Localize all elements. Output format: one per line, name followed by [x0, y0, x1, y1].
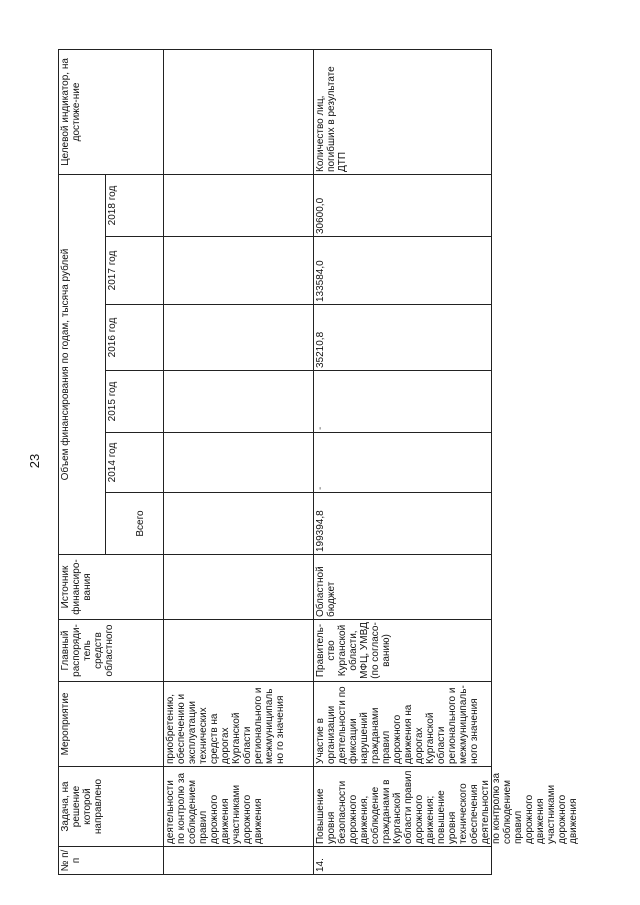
row2-num: 14. — [315, 858, 326, 872]
row2-source: Областной бюджет — [315, 566, 337, 617]
header-row-top — [59, 49, 106, 874]
row2-measure: Участие в организации деятельности по фиксации нарушений гражданами правил дорожного движения на дорогах Курганской области регионального и межмуниципаль-ного значения — [315, 685, 480, 764]
header-task: Задача, на решение которой направлено — [60, 778, 104, 835]
row2-indicator: Количество лиц, погибших в результате ДТП — [315, 66, 348, 172]
row1-measure: приобретению, обеспечению и эксплуатации технических средств на дорогах Курганской области регионального и межмуниципально го значения — [165, 687, 286, 764]
header-2015: 2015 год — [107, 381, 118, 422]
table-row — [164, 49, 314, 874]
header-2018: 2018 год — [107, 185, 118, 226]
header-num: № п/п — [60, 849, 82, 872]
header-measure: Мероприятие — [60, 692, 71, 756]
header-2016: 2016 год — [107, 317, 118, 358]
header-funding: Объем финансирования по годам, тысяча рублей — [60, 248, 71, 481]
row2-2017: 133584,0 — [315, 260, 326, 302]
row1-task: деятельности по контролю за соблюдением правил дорожного движения участниками дорожного движения — [165, 772, 264, 844]
row2-manager: Правитель-ство Курганской области, МФЦ, УМВД (по согласо-ванию) — [315, 622, 392, 679]
row2-task: Повышение уровня безопасности дорожного движения, соблюдение гражданами в Курганской области правил дорожного движения; повышение уровня технического обеспечения деятельности по контролю за соблюдением правил дорожного движения участниками дорожного движения — [315, 770, 579, 844]
page-number: 23 — [27, 453, 42, 469]
funding-table — [58, 49, 579, 875]
header-indicator: Целевой индикатор, на достиже-ние — [60, 58, 82, 166]
header-source: Источник финансиро-вания — [60, 559, 93, 615]
row2-total: 199394,8 — [315, 510, 326, 552]
row2-2014: - — [315, 486, 326, 490]
header-total: Всего — [135, 510, 146, 537]
row2-2015: - — [315, 426, 326, 430]
table-row — [314, 49, 492, 874]
header-2017: 2017 год — [107, 250, 118, 291]
row2-2016: 35210,8 — [315, 331, 326, 368]
header-2014: 2014 год — [107, 442, 118, 483]
header-manager: Главный распоряди-тель средств областного — [60, 624, 115, 677]
row2-2018: 30600,0 — [315, 197, 326, 234]
rotated-table-container — [58, 50, 578, 875]
